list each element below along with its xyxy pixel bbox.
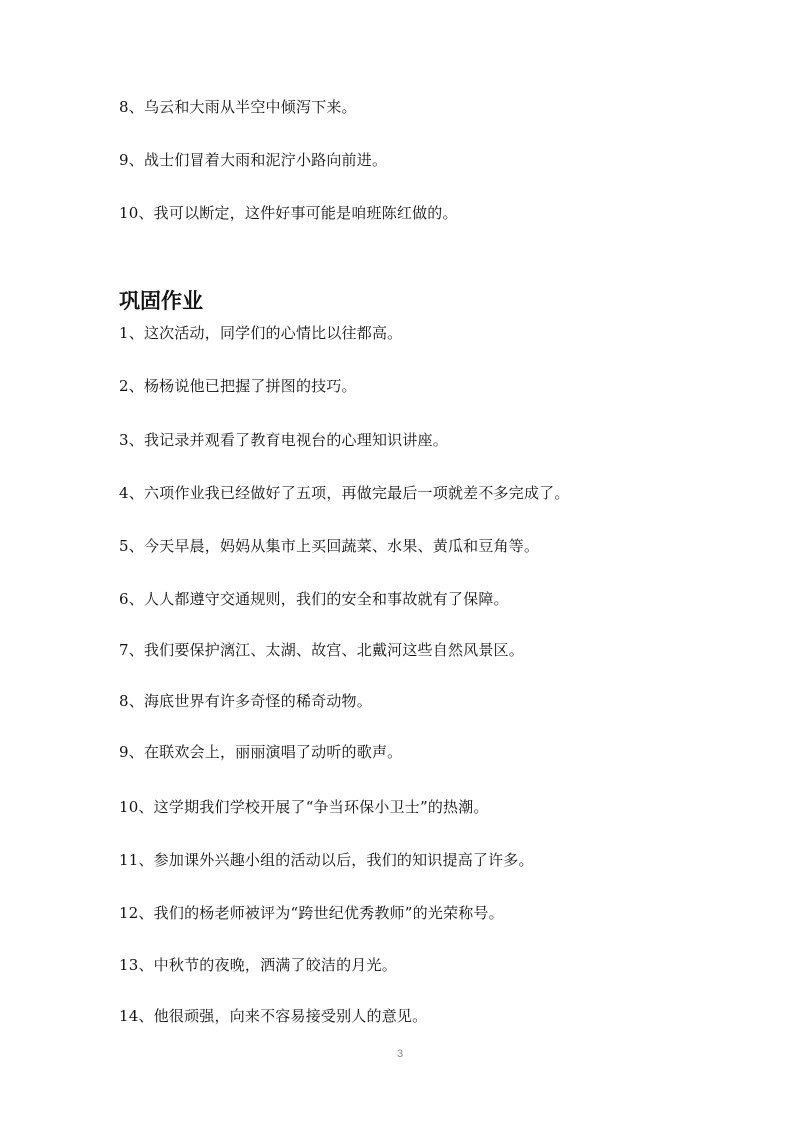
sentence-item: 9、战士们冒着大雨和泥泞小路向前进。 [119,151,388,169]
sentence-item: 11、参加课外兴趣小组的活动以后，我们的知识提高了许多。 [119,851,534,869]
sentence-item: 10、我可以断定，这件好事可能是咱班陈红做的。 [119,204,458,222]
sentence-item: 2、杨杨说他已把握了拼图的技巧。 [119,377,357,395]
section-title: 巩固作业 [119,289,203,313]
sentence-item: 3、我记录并观看了教育电视台的心理知识讲座。 [119,431,448,449]
sentence-item: 8、海底世界有许多奇怪的稀奇动物。 [119,692,372,710]
sentence-item: 10、这学期我们学校开展了“争当环保小卫士”的热潮。 [119,798,489,816]
sentence-item: 14、他很顽强，向来不容易接受别人的意见。 [119,1007,428,1025]
sentence-item: 1、这次活动，同学们的心情比以往都高。 [119,324,403,342]
sentence-item: 6、人人都遵守交通规则，我们的安全和事故就有了保障。 [119,590,509,608]
sentence-item: 8、乌云和大雨从半空中倾泻下来。 [119,98,357,116]
sentence-item: 7、我们要保护漓江、太湖、故宫、北戴河这些自然风景区。 [119,641,524,659]
sentence-item: 5、今天早晨，妈妈从集市上买回蔬菜、水果、黄瓜和豆角等。 [119,537,540,555]
sentence-item: 9、在联欢会上，丽丽演唱了动听的歌声。 [119,743,403,761]
sentence-item: 12、我们的杨老师被评为“跨世纪优秀教师”的光荣称号。 [119,904,504,922]
sentence-item: 13、中秋节的夜晚，洒满了皎洁的月光。 [119,956,397,974]
sentence-item: 4、六项作业我已经做好了五项，再做完最后一项就差不多完成了。 [119,484,570,502]
page-number: 3 [396,1048,404,1060]
